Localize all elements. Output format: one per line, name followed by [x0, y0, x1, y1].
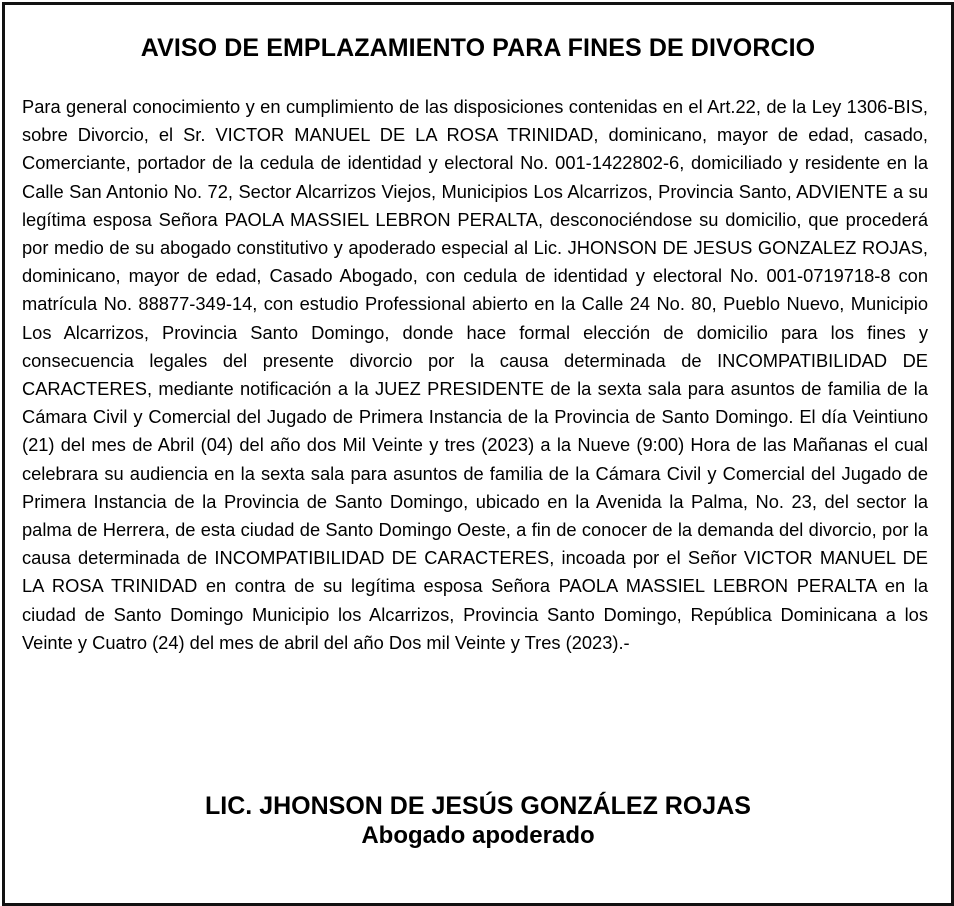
notice-frame [2, 2, 954, 906]
notice-body-text: Para general conocimiento y en cumplimiento de las disposiciones contenidas en el Art.22, de la Ley 1306-BIS, sobre Divorcio, el Sr. VICTOR MANUEL DE LA ROSA TRINIDAD, dominicano, mayor de edad, casado, Comerciante, portador de la cedula de identidad y electoral No. 001-1422802-6, domiciliado y residente en la Calle San Antonio No. 72, Sector Alcarrizos Viejos, Municipios Los Alcarrizos, Provincia Santo, ADVIENTE a su legítima esposa Señora PAOLA MASSIEL LEBRON PERALTA, desconociéndose su domicilio, que procederá por medio de su abogado constitutivo y apoderado especial al Lic. JHONSON DE JESUS GONZALEZ ROJAS, dominicano, mayor de edad, Casado Abogado, con cedula de identidad y electoral No. 001-0719718-8 con matrícula No. 88877-349-14, con estudio Professional abierto en la Calle 24 No. 80, Pueblo Nuevo, Municipio Los Alcarrizos, Provincia Santo Domingo, donde hace formal elección de domicilio para los fines y consecuencia legales del presente divorcio por la causa determinada de INCOMPATIBILIDAD DE CARACTERES, mediante notificación a la JUEZ PRESIDENTE de la sexta sala para asuntos de familia de la Cámara Civil y Comercial del Jugado de Primera Instancia de la Provincia de Santo Domingo. El día Veintiuno (21) del mes de Abril (04) del año dos Mil Veinte y tres (2023) a la Nueve (9:00) Hora de las Mañanas el cual celebrara su audiencia en la sexta sala para asuntos de familia de la Cámara Civil y Comercial del Jugado de Primera Instancia de la Provincia de Santo Domingo, ubicado en la Avenida la Palma, No. 23, del sector la palma de Herrera, de esta ciudad de Santo Domingo Oeste, a fin de conocer de la demanda del divorcio, por la causa determinada de INCOMPATIBILIDAD DE CARACTERES, incoada por el Señor VICTOR MANUEL DE LA ROSA TRINIDAD en contra de su legítima esposa Señora PAOLA MASSIEL LEBRON PERALTA en la ciudad de Santo Domingo Municipio los Alcarrizos, Provincia Santo Domingo, República Dominicana a los Veinte y Cuatro (24) del mes de abril del año Dos mil Veinte y Tres (2023).- [22, 96, 928, 653]
notice-title: AVISO DE EMPLAZAMIENTO PARA FINES DE DIVORCIO [140, 34, 816, 62]
signature-role: Abogado apoderado [361, 822, 595, 849]
signature-name: LIC. JHONSON DE JESÚS GONZÁLEZ ROJAS [205, 792, 751, 820]
signature-block [5, 791, 951, 851]
